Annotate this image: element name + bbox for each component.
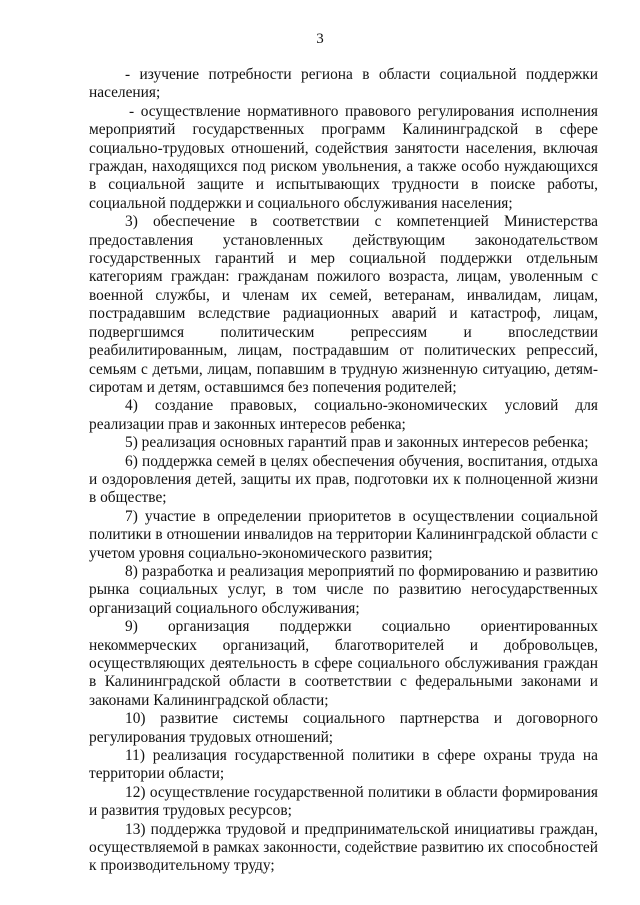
paragraph-item-4: 4) создание правовых, социально-экономических условий для реализации прав и законных интересов ребенка; [89,397,598,433]
paragraph-study-needs: - изучение потребности региона в области социальной поддержки населения; [89,66,598,102]
paragraph-item-6: 6) поддержка семей в целях обеспечения обучения, воспитания, отдыха и оздоровления детей, защиты их прав, подготовки их к полноценной жизни в обществе; [89,452,598,507]
document-body [89,66,598,876]
paragraph-item-10: 10) развитие системы социального партнерства и договорного регулирования трудовых отношений; [89,710,598,746]
paragraph-item-11: 11) реализация государственной политики в сфере охраны труда на территории области; [89,747,598,783]
paragraph-regulation: - осуществление нормативного правового регулирования исполнения мероприятий государственных программ Калининградской в сфере социально-трудовых отношений, содействия занятости населения, включая граждан, находящихся под риском увольнения, а также особо нуждающихся в социальной защите и испытывающих трудности в поиске работы, социальной поддержки и социального обслуживания населения; [89,102,598,212]
page-number: 3 [316,31,324,47]
paragraph-item-13: 13) поддержка трудовой и предпринимательской инициативы граждан, осуществляемой в рамках законности, содействие развитию их способностей к производительному труду; [89,820,598,875]
paragraph-item-5: 5) реализация основных гарантий прав и законных интересов ребенка; [125,434,589,452]
paragraph-item-3: 3) обеспечение в соответствии с компетенцией Министерства предоставления установленных действующим законодательством государственных гарантий и мер социальной поддержки отдельным категориям граждан: гражданам пожилого возраста, лицам, уволенным с военной службы, и членам их семей, ветеранам, инвалидам, лицам, пострадавшим вследствие радиационных аварий и катастроф, лицам, подвергшимся политическим репрессиям и впоследствии реабилитированным, лицам, пострадавшим от политических репрессий, семьям с детьми, лицам, попавшим в трудную жизненную ситуацию, детям-сиротам и детям, оставшимся без попечения родителей; [89,213,598,396]
paragraph-item-7: 7) участие в определении приоритетов в осуществлении социальной политики в отношении инвалидов на территории Калининградской области с учетом уровня социально-экономического развития; [89,507,598,562]
paragraph-item-8: 8) разработка и реализация мероприятий по формированию и развитию рынка социальных услуг, в том числе по развитию негосударственных организаций социального обслуживания; [89,562,598,617]
paragraph-item-9: 9) организация поддержки социально ориентированных некоммерческих организаций, благотворителей и добровольцев, осуществляющих деятельность в сфере социального обслуживания граждан в Калининградской области в соответствии с федеральными законами и законами Калининградской области; [89,618,598,709]
paragraph-item-12: 12) осуществление государственной политики в области формирования и развития трудовых ресурсов; [89,783,598,820]
